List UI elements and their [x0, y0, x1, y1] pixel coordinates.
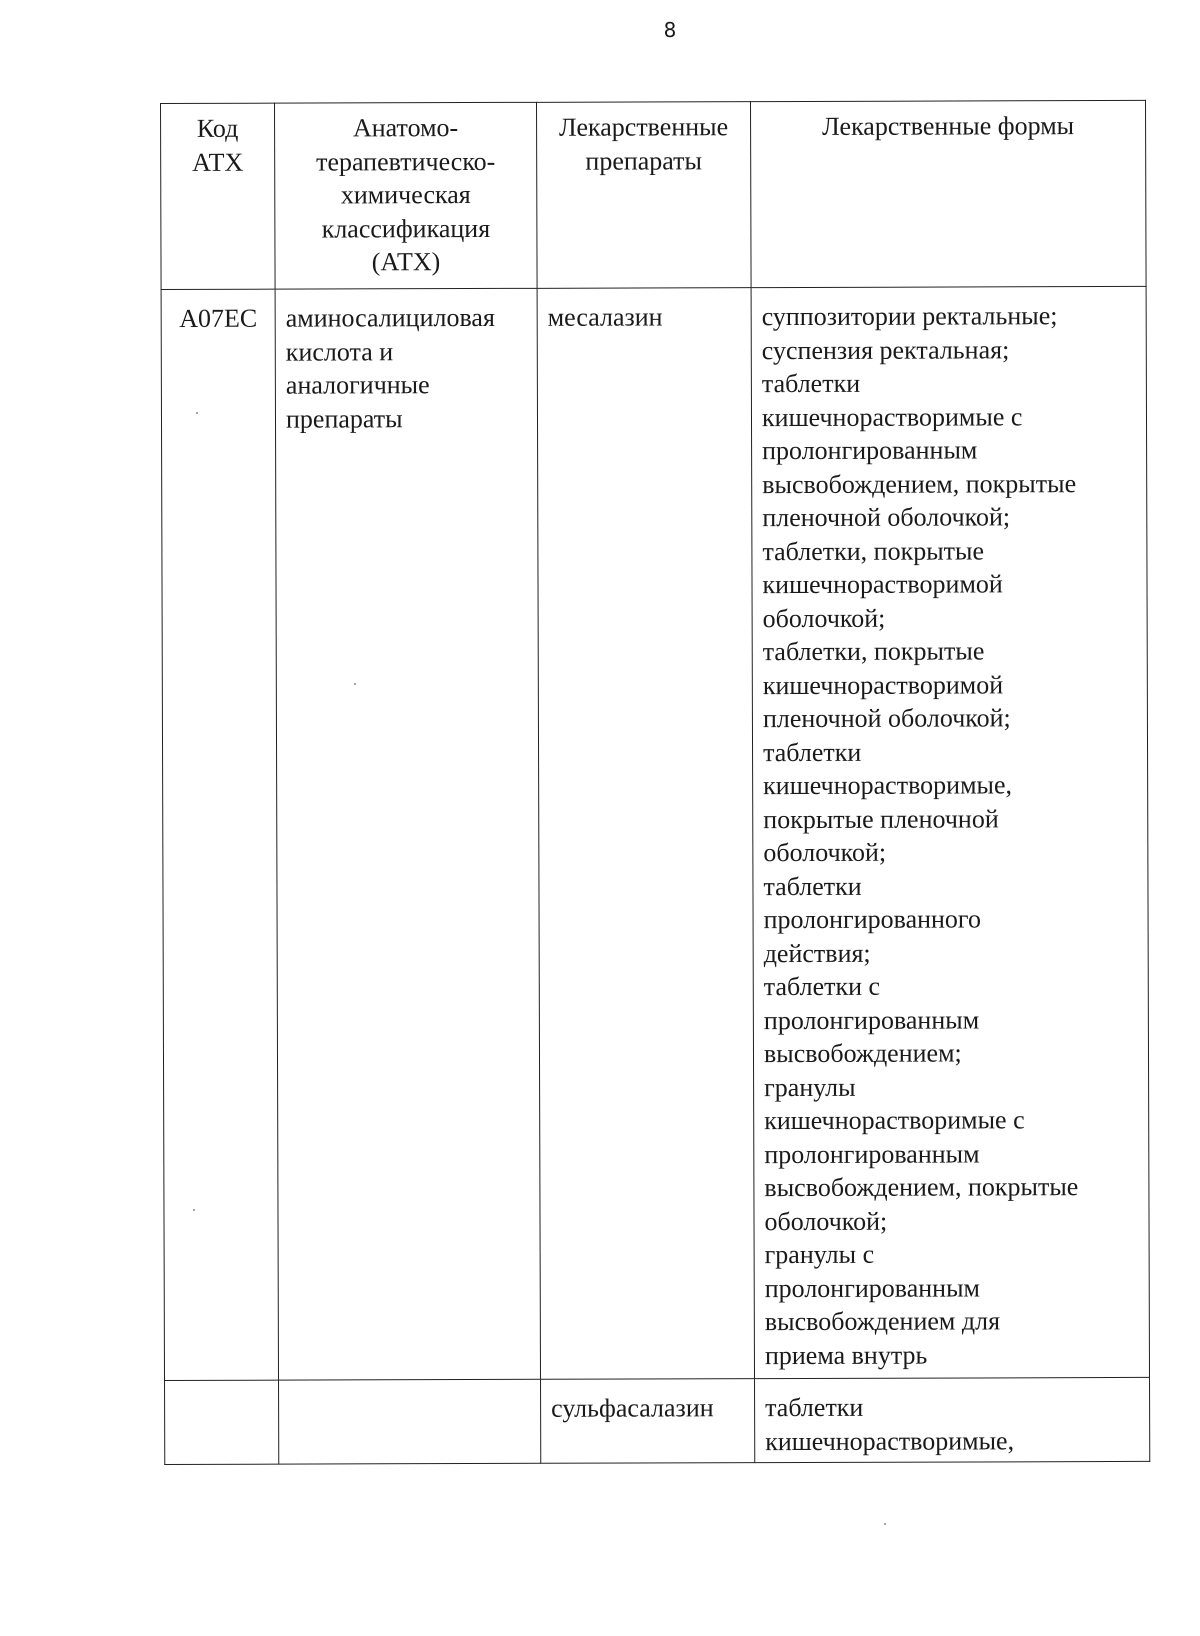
dosage-form-line: пролонгированным — [762, 435, 978, 466]
dosage-form-line: кишечнорастворимые с — [761, 401, 1023, 432]
dosage-form-line: таблетки, покрытые — [762, 535, 985, 566]
dosage-form-line: таблетки, покрытые — [762, 636, 985, 667]
header-atx-classification: Анатомо- терапевтическо- химическая классификация (АТХ) — [275, 102, 538, 289]
table-row — [165, 1377, 1150, 1464]
dosage-form-line: таблетки — [762, 737, 862, 767]
dosage-form-line: суспензия ректальная; — [761, 334, 1010, 365]
dosage-form-line: кишечнорастворимые, — [765, 1425, 1015, 1456]
dosage-forms-cell — [755, 1377, 1150, 1462]
atx-code-cell: A07EC — [161, 289, 278, 1380]
dosage-forms-cell — [751, 286, 1149, 1378]
atx-code-cell — [165, 1380, 279, 1464]
dosage-form-line: высвобождением, покрытые — [762, 468, 1077, 499]
scan-speck — [884, 1523, 886, 1525]
dosage-form-line: пролонгированного — [763, 904, 981, 935]
dosage-form-line: пролонгированным — [764, 1272, 981, 1303]
scan-speck — [196, 412, 198, 414]
dosage-form-line: гранулы — [764, 1072, 856, 1102]
scan-speck — [354, 683, 356, 685]
dosage-form-line: приема внутрь — [764, 1340, 928, 1370]
dosage-form-line: пленочной оболочкой; — [762, 502, 1011, 533]
classification-cell — [279, 1379, 541, 1464]
header-drugs: Лекарственные препараты — [536, 102, 751, 289]
dosage-form-line: таблетки — [761, 368, 861, 399]
dosage-form-line: высвобождением; — [763, 1038, 962, 1069]
dosage-form-line: пленочной оболочкой; — [762, 703, 1011, 734]
dosage-form-line: кишечнорастворимые с — [764, 1105, 1025, 1136]
page-number: 8 — [663, 18, 677, 42]
drug-cell: месалазин — [537, 288, 754, 1380]
dosage-form-line: оболочкой; — [764, 1206, 888, 1236]
dosage-form-line: таблетки — [763, 871, 862, 901]
table-header-row — [161, 100, 1147, 289]
dosage-form-line: высвобождением, покрытые — [764, 1172, 1079, 1203]
dosage-form-line: кишечнорастворимые, — [763, 770, 1013, 801]
dosage-form-line: гранулы с — [764, 1239, 875, 1270]
classification-cell: аминосалициловая кислота и аналогичные препараты — [275, 288, 540, 1380]
dosage-form-line: оболочкой; — [762, 603, 886, 633]
scan-speck — [193, 1209, 195, 1211]
dosage-form-line: пролонгированным — [764, 1138, 980, 1169]
atx-table — [160, 100, 1150, 1465]
dosage-form-line: покрытые пленочной — [763, 803, 999, 834]
dosage-form-line: кишечнорастворимой — [762, 669, 1004, 700]
dosage-form-line: пролонгированным — [763, 1004, 980, 1035]
drug-cell: сульфасалазин — [541, 1379, 755, 1464]
table-row — [161, 286, 1149, 1380]
dosage-form-line: кишечнорастворимой — [762, 569, 1003, 600]
dosage-form-line: действия; — [763, 938, 871, 968]
header-dosage-forms: Лекарственные формы — [750, 100, 1146, 287]
dosage-form-line: суппозитории ректальные; — [761, 301, 1058, 332]
dosage-form-line: оболочкой; — [763, 837, 887, 868]
dosage-form-line: высвобождением для — [764, 1306, 1001, 1337]
header-atx-code: Код АТХ — [161, 103, 276, 289]
dosage-form-line: таблетки с — [763, 971, 881, 1002]
dosage-form-line: таблетки — [765, 1392, 864, 1423]
